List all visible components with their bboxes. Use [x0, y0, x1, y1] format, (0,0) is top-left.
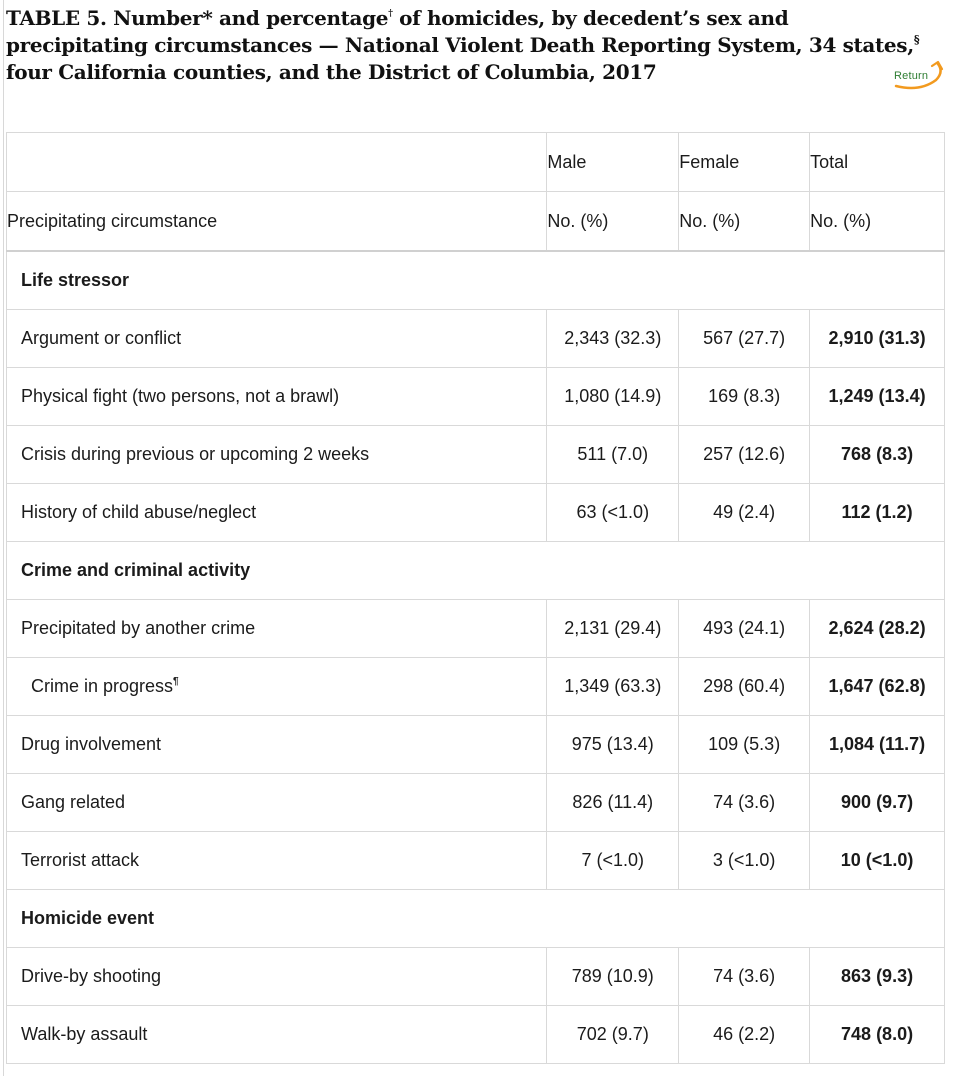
return-link[interactable] [890, 60, 946, 92]
header-circumstance: Precipitating circumstance [7, 192, 547, 252]
section-row [7, 890, 945, 948]
page-left-border [3, 0, 4, 1076]
male-value: 1,080 (14.9) [547, 368, 679, 426]
total-value: 1,249 (13.4) [810, 368, 945, 426]
header-row-units [7, 192, 945, 252]
section-footnote-mark: § [913, 33, 920, 46]
total-value: 112 (1.2) [810, 484, 945, 542]
section-row [7, 251, 945, 310]
female-value: 567 (27.7) [679, 310, 810, 368]
male-value: 511 (7.0) [547, 426, 679, 484]
total-value: 863 (9.3) [810, 948, 945, 1006]
male-value: 702 (9.7) [547, 1006, 679, 1064]
return-label[interactable]: Return [894, 70, 929, 82]
header-male: Male [547, 133, 679, 192]
female-value: 298 (60.4) [679, 658, 810, 716]
section-row [7, 542, 945, 600]
female-value: 74 (3.6) [679, 948, 810, 1006]
circumstance-label [7, 310, 547, 368]
table-row [7, 368, 945, 426]
female-value: 49 (2.4) [679, 484, 810, 542]
circumstance-label [7, 774, 547, 832]
female-value: 74 (3.6) [679, 774, 810, 832]
male-value: 7 (<1.0) [547, 832, 679, 890]
female-value: 109 (5.3) [679, 716, 810, 774]
male-value: 789 (10.9) [547, 948, 679, 1006]
total-value: 2,624 (28.2) [810, 600, 945, 658]
male-value: 1,349 (63.3) [547, 658, 679, 716]
circumstance-label [7, 426, 547, 484]
circumstance-label [7, 484, 547, 542]
circumstance-text: Walk-by assault [21, 1024, 148, 1044]
section-heading: Homicide event [7, 890, 945, 948]
female-value: 493 (24.1) [679, 600, 810, 658]
header-male-units: No. (%) [547, 192, 679, 252]
total-value: 2,910 (31.3) [810, 310, 945, 368]
circumstance-text: Precipitated by another crime [21, 618, 256, 638]
circumstance-label [7, 658, 547, 716]
total-value: 1,647 (62.8) [810, 658, 945, 716]
table-row [7, 310, 945, 368]
table-row [7, 832, 945, 890]
header-total-units: No. (%) [810, 192, 945, 252]
header-total: Total [810, 133, 945, 192]
total-value: 1,084 (11.7) [810, 716, 945, 774]
circumstance-text: History of child abuse/neglect [21, 502, 257, 522]
dagger-footnote-mark: † [388, 9, 393, 19]
circumstance-text: Gang related [21, 792, 126, 812]
footnote-mark: ¶ [173, 676, 179, 687]
circumstance-label [7, 1006, 547, 1064]
total-value: 768 (8.3) [810, 426, 945, 484]
male-value: 2,131 (29.4) [547, 600, 679, 658]
circumstance-label [7, 948, 547, 1006]
table-row [7, 600, 945, 658]
circumstance-label [7, 368, 547, 426]
homicide-circumstances-table [6, 132, 945, 1064]
circumstance-label [7, 832, 547, 890]
table-title: TABLE 5. Number* and percentage† of homicides, by decedent’s sex and precipitating circumstances — National Violent Death Reporting System, 34 states,§ four California counties, and the District of Columbia, 2017 [6, 6, 920, 84]
header-female: Female [679, 133, 810, 192]
circumstance-text: Terrorist attack [21, 850, 140, 870]
header-corner-cell [7, 133, 547, 192]
section-heading: Crime and criminal activity [7, 542, 945, 600]
male-value: 63 (<1.0) [547, 484, 679, 542]
male-value: 975 (13.4) [547, 716, 679, 774]
table-body [7, 251, 945, 1064]
table-row [7, 1006, 945, 1064]
circumstance-label [7, 716, 547, 774]
male-value: 2,343 (32.3) [547, 310, 679, 368]
female-value: 257 (12.6) [679, 426, 810, 484]
circumstance-text: Drug involvement [21, 734, 162, 754]
circumstance-text: Drive-by shooting [21, 966, 162, 986]
male-value: 826 (11.4) [547, 774, 679, 832]
total-value: 10 (<1.0) [810, 832, 945, 890]
table-row [7, 658, 945, 716]
female-value: 3 (<1.0) [679, 832, 810, 890]
table-row [7, 774, 945, 832]
female-value: 46 (2.2) [679, 1006, 810, 1064]
circumstance-text: Crime in progress [31, 676, 174, 696]
female-value: 169 (8.3) [679, 368, 810, 426]
header-female-units: No. (%) [679, 192, 810, 252]
table-row [7, 484, 945, 542]
header-row-sex [7, 133, 945, 192]
table-row [7, 426, 945, 484]
circumstance-text: Argument or conflict [21, 328, 182, 348]
table-row [7, 948, 945, 1006]
circumstance-text: Physical fight (two persons, not a brawl) [21, 386, 340, 406]
total-value: 748 (8.0) [810, 1006, 945, 1064]
total-value: 900 (9.7) [810, 774, 945, 832]
circumstance-label [7, 600, 547, 658]
table-row [7, 716, 945, 774]
section-heading: Life stressor [7, 251, 945, 310]
circumstance-text: Crisis during previous or upcoming 2 weeks [21, 444, 370, 464]
